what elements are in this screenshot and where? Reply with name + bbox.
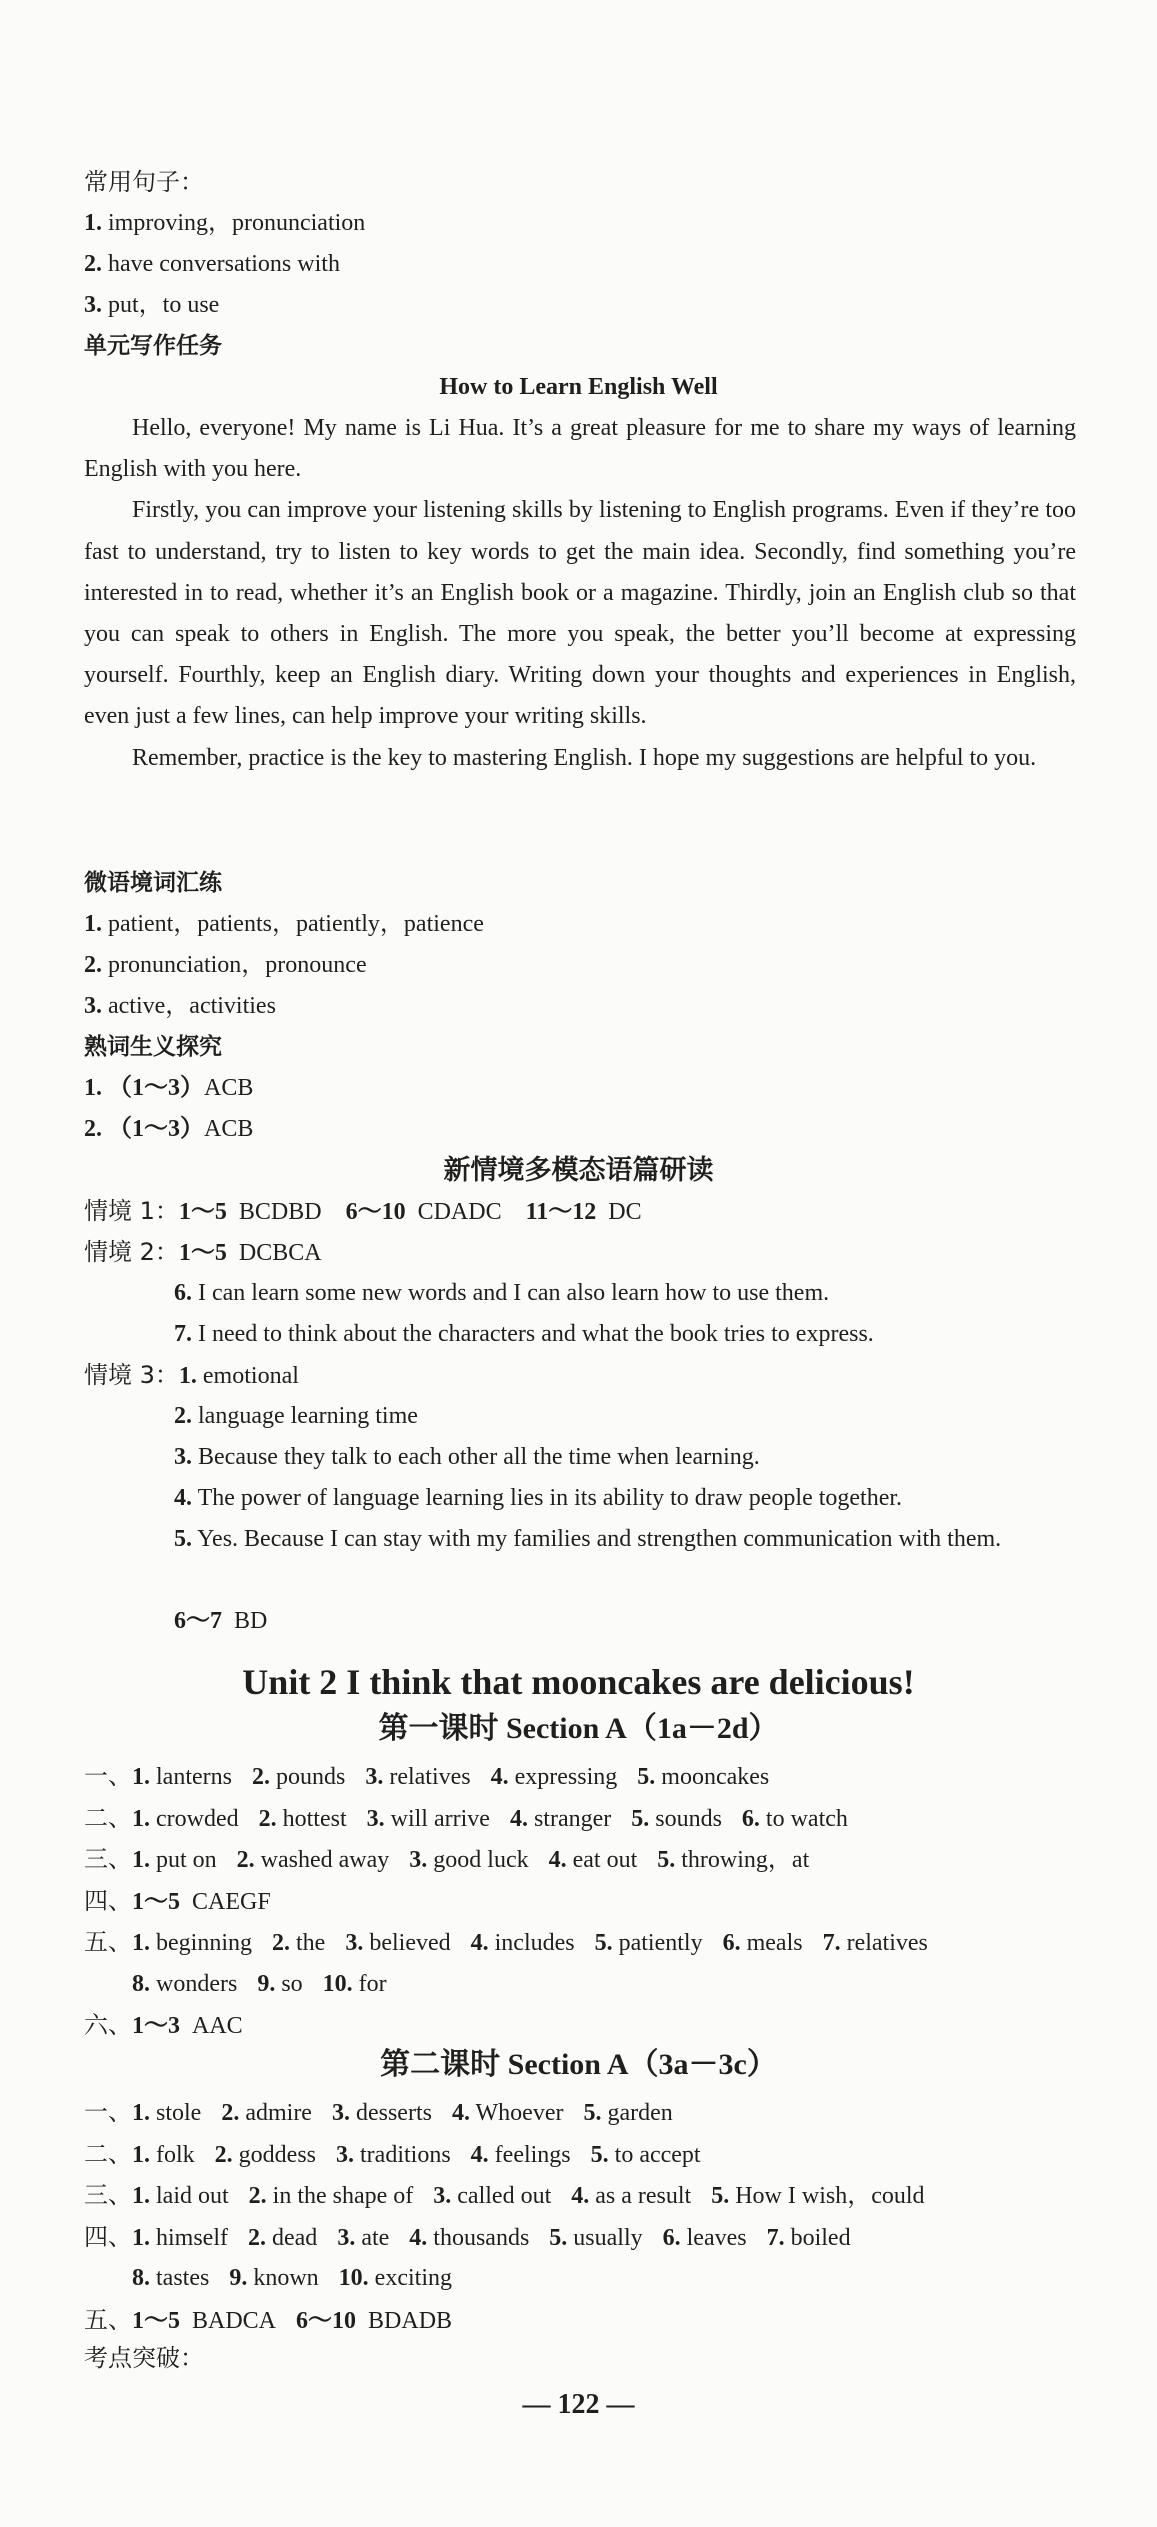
answer-item: 1. stole [132,2100,202,2126]
answer-item: 5. throwing，at [657,1847,810,1873]
answer-item: 9. so [257,1970,303,1997]
answer-item: 4. Whoever [451,2100,564,2126]
answer-item: 4. as a result [571,2183,692,2209]
essay-title: How to Learn English Well [439,374,718,400]
answer-item: 1. crowded [132,1805,239,1832]
answer-row [84,2175,1073,2217]
answer-item: 9. known [229,2265,319,2291]
answer-item: 2. in the shape of [248,2183,414,2209]
answer-row [132,1964,1073,2005]
answer-item: 6. meals [722,1930,803,1956]
essay-paragraph: Hello, everyone! My name is Li Hua. It’s a great pleasure for me to share my ways of learning English with you here. [84,415,1076,483]
row-label: 六、 [84,2011,132,2039]
unit-title: Unit 2 I think that mooncakes are delicious! [242,1662,915,1702]
row-label: 三、 [84,2181,132,2209]
answer-item: 2. washed away [236,1847,390,1873]
list-item: 3. put，to use [84,292,220,318]
answer-item: 4. expressing [490,1764,618,1790]
list-item: 1. （1～3）ACB [84,1075,254,1101]
answer-item: 5. How I wish，could [711,2183,925,2209]
answer-item: 3. will arrive [366,1805,490,1832]
answer-item: 1. himself [132,2224,228,2251]
answer-item: 5. garden [583,2100,673,2126]
answer-item: 4. feelings [470,2141,571,2168]
row-label: 四、 [84,2222,132,2251]
lesson-1-title: 第一课时 Section A（1a－2d） [378,1712,779,1745]
answer-row [84,2217,1073,2259]
answer-item: 3. ate [337,2224,390,2251]
answer-item: 1～5 CAEGF [132,1888,271,1915]
answer-item: 5. sounds [631,1805,722,1832]
common-sentences-heading: 常用句子： [84,168,204,196]
answer-item: 3. good luck [409,1847,529,1873]
answer-item: 5. patiently [594,1930,703,1956]
answer-item: 1. lanterns [132,1764,232,1790]
list-item: 1. improving，pronunciation [84,210,366,236]
lesson-2-title: 第二课时 Section A（3a－3c） [380,2048,777,2081]
page-number: — 122 — [522,2389,635,2420]
answer-item: 5. to accept [590,2141,701,2168]
list-item: 7. I need to think about the characters and what the book tries to express. [174,1321,874,1347]
answer-item: 2. pounds [251,1764,346,1790]
answer-row [84,1756,1073,1798]
list-item: 4. The power of language learning lies in its ability to draw people together. [174,1485,903,1511]
micro-context-heading: 微语境词汇练 [84,870,222,896]
answer-item: 4. eat out [548,1847,638,1873]
answer-item: 1～5 BADCA [132,2307,277,2334]
answer-row [84,1881,1073,1923]
row-label: 三、 [84,1845,132,1873]
answer-item: 3. called out [433,2183,552,2209]
context-1-answers: 情境 1：1～5 BCDBD 6～10 CDADC 11～12 DC [84,1197,642,1225]
new-context-heading: 新情境多模态语篇研读 [443,1155,714,1186]
row-label: 五、 [84,1928,132,1956]
familiar-words-heading: 熟词生义探究 [84,1034,222,1060]
answer-item: 2. goddess [214,2141,317,2168]
answer-item: 1～3 AAC [132,2013,243,2039]
row-label: 一、 [84,2098,132,2126]
answer-item: 3. traditions [336,2141,451,2168]
answer-item: 4. includes [470,1930,575,1956]
answer-item: 6. to watch [741,1805,848,1832]
list-item: 2. language learning time [174,1403,418,1429]
answer-item: 1. put on [132,1847,217,1873]
answer-item: 5. mooncakes [637,1764,770,1790]
answer-item: 1. laid out [132,2183,229,2209]
list-item: 6～7 BD [174,1608,268,1634]
answer-row [84,2092,1073,2134]
row-label: 一、 [84,1762,132,1790]
context-3-answers: 情境 3：1. emotional [84,1361,299,1389]
answer-item: 2. hottest [258,1805,347,1832]
answer-row [84,1839,1073,1881]
answer-item: 4. thousands [409,2224,530,2251]
list-item: 2. pronunciation，pronounce [84,952,367,978]
answer-item: 1. beginning [132,1930,252,1956]
list-item: 3. Because they talk to each other all the time when learning. [174,1444,760,1470]
answer-row [84,2005,1073,2047]
list-item: 2. （1～3）ACB [84,1116,254,1142]
answer-item: 8. wonders [132,1970,238,1997]
essay-paragraph: Firstly, you can improve your listening skills by listening to English programs. Even if they’re too fast to understand, try to listen to key words to get the main idea. Secondly, find something you’re interested in to read, whether it’s an English book or a magazine. Thirdly, join an English club so that you can speak to others in English. The more you speak, the better you’ll become at expressing yourself. Fourthly, keep an English diary. Writing down your thoughts and experiences in English, even just a few lines, can help improve your writing skills. [84,497,1076,730]
exam-points-heading: 考点突破： [84,2344,204,2372]
row-label: 五、 [84,2305,132,2334]
row-label: 二、 [84,1803,132,1832]
writing-task-heading: 单元写作任务 [84,333,222,359]
answer-item: 2. admire [221,2100,312,2126]
essay-body [84,408,1076,779]
essay-paragraph: Remember, practice is the key to mastering English. I hope my suggestions are helpful to you. [132,744,1037,771]
list-item: 3. active，activities [84,993,276,1019]
answer-item: 2. dead [248,2224,318,2251]
answer-item: 8. tastes [132,2265,210,2291]
answer-row [84,2300,1073,2342]
answer-item: 6～10 BDADB [296,2307,453,2334]
row-label: 二、 [84,2139,132,2168]
answer-item: 2. the [272,1930,326,1956]
answer-item: 7. relatives [822,1930,928,1956]
answer-item: 5. usually [549,2224,643,2251]
answer-row [84,2134,1073,2176]
answer-item: 10. exciting [338,2265,452,2291]
list-item: 1. patient，patients，patiently，patience [84,911,484,937]
answer-item: 1. folk [132,2141,195,2168]
list-item: 6. I can learn some new words and I can also learn how to use them. [174,1280,830,1306]
row-label: 四、 [84,1886,132,1915]
answer-item: 4. stranger [509,1805,612,1832]
answer-item: 3. desserts [331,2100,432,2126]
context-2-answers: 情境 2：1～5 DCBCA [84,1238,322,1266]
answer-item: 10. for [322,1970,387,1997]
list-item: 5. Yes. Because I can stay with my families and strengthen communication with them. [174,1526,1002,1552]
answer-item: 3. relatives [365,1764,471,1790]
list-item: 2. have conversations with [84,251,340,277]
answer-item: 7. boiled [766,2224,851,2251]
answer-row [132,2258,1073,2299]
answer-row [84,1798,1073,1840]
answer-row [84,1922,1073,1964]
answer-item: 6. leaves [662,2224,747,2251]
answer-item: 3. believed [345,1930,451,1956]
